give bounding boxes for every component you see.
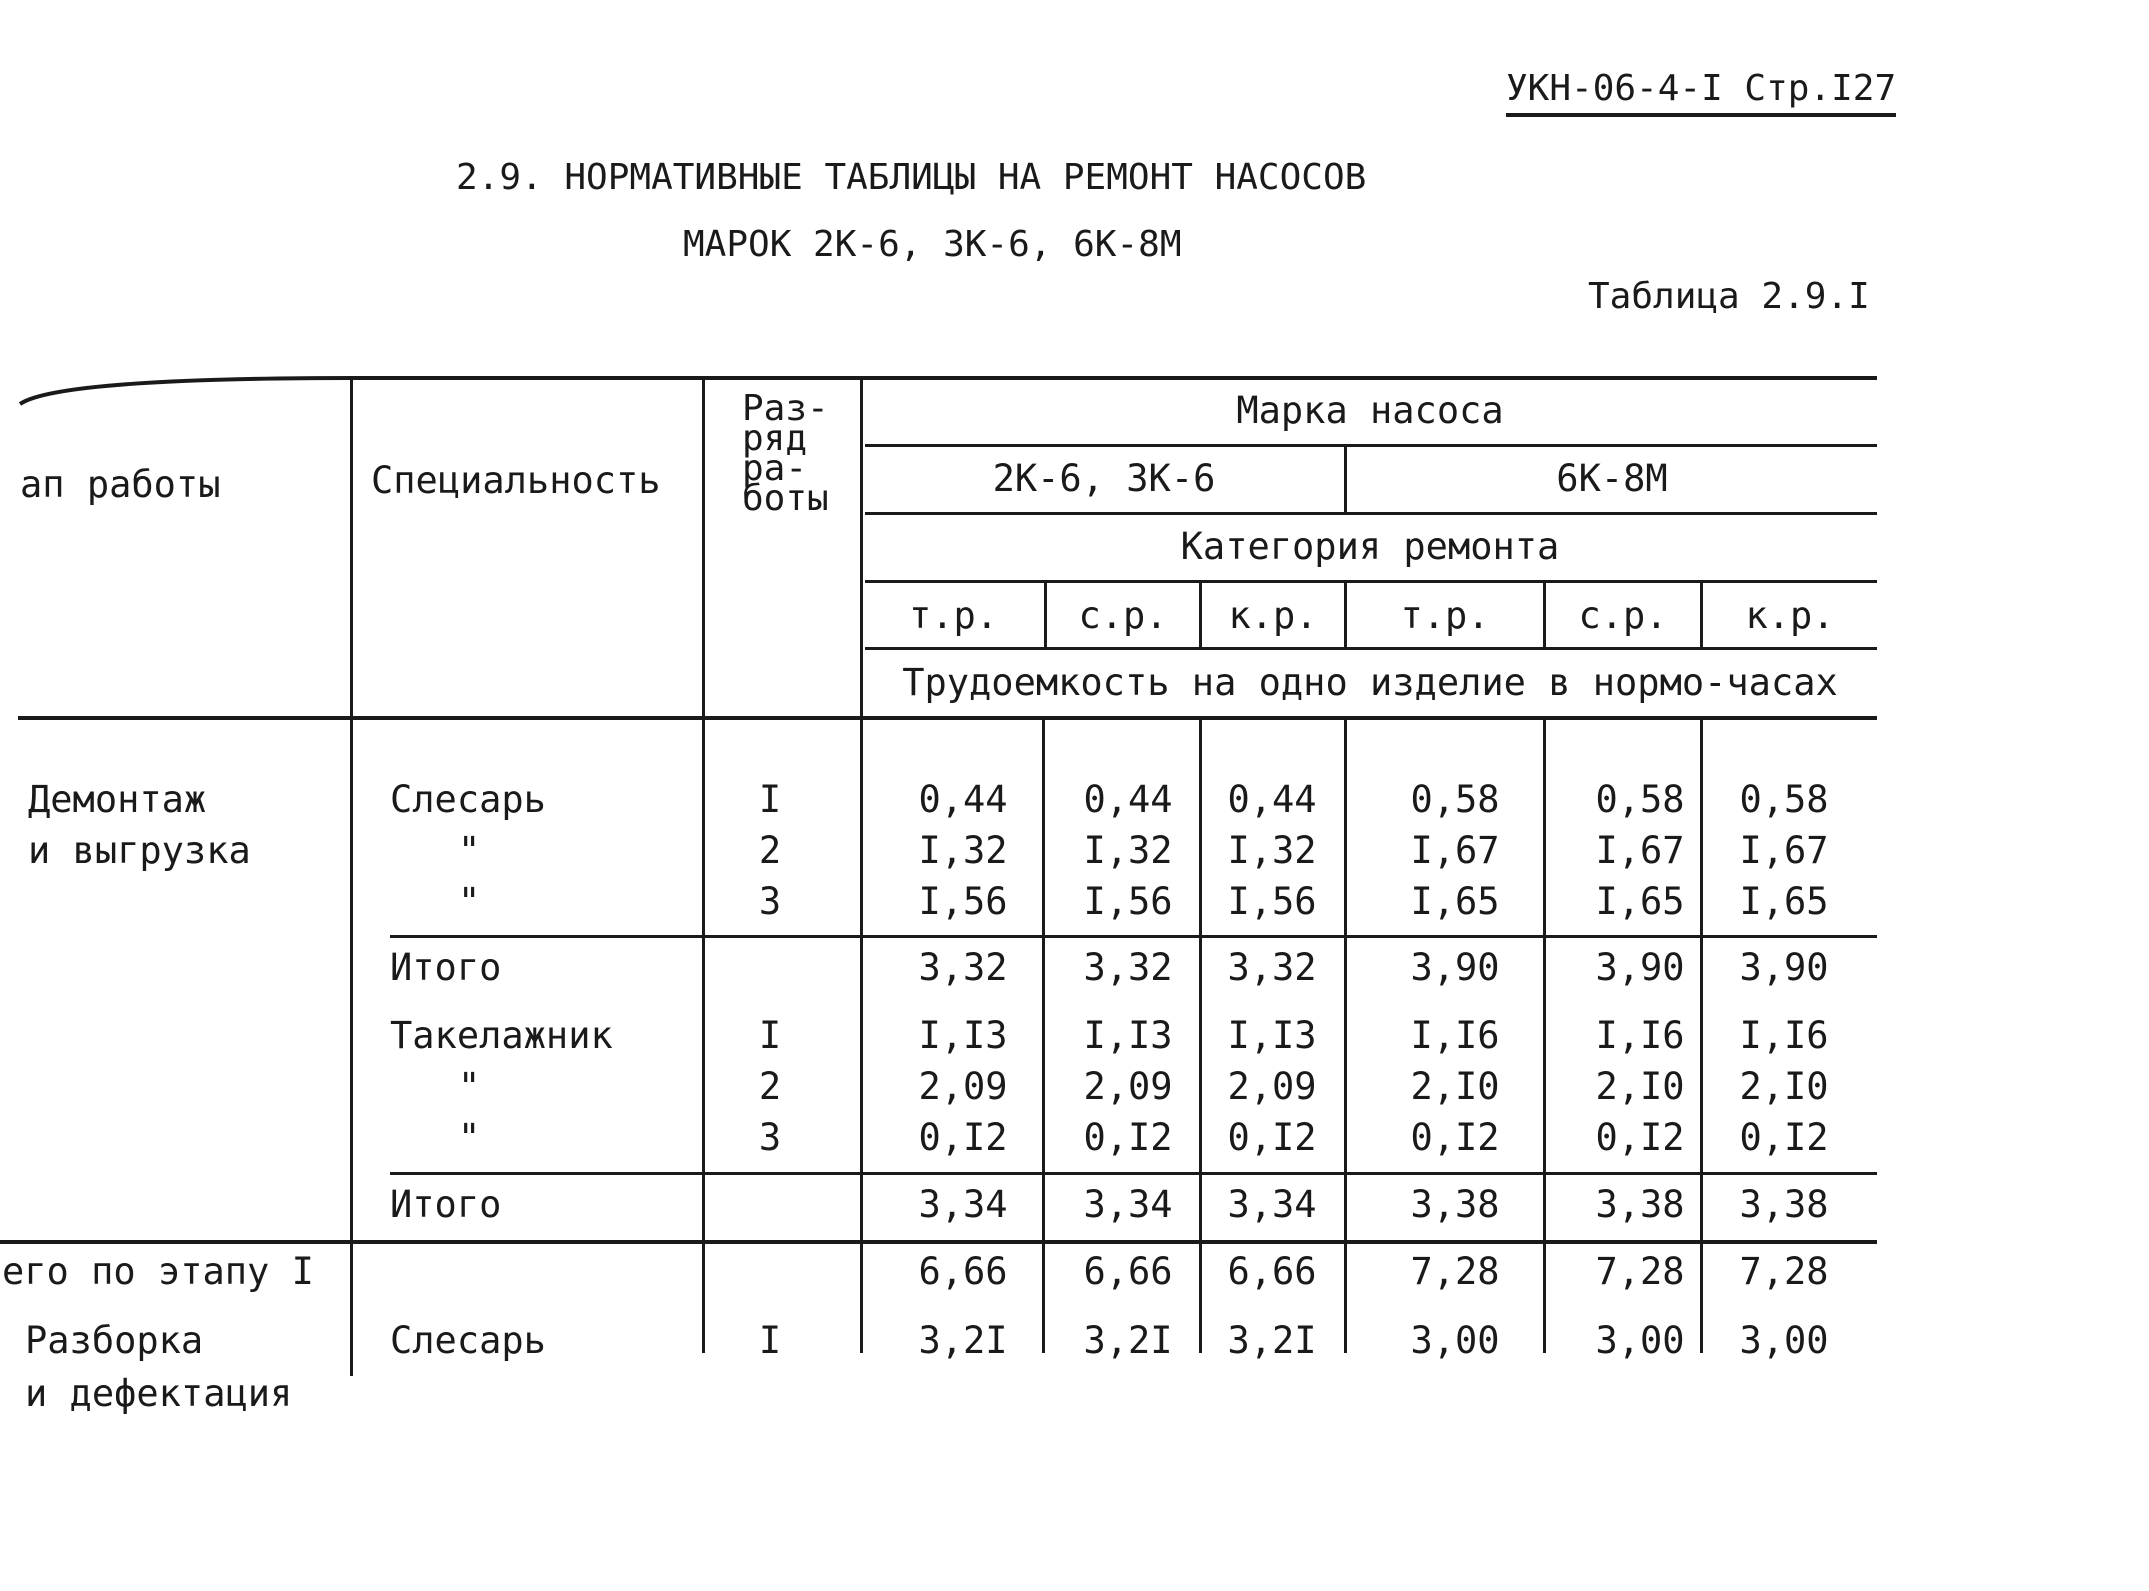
subtotal-rule-1 [390,935,1877,938]
row-grade: I [758,778,782,821]
row-value: 7,28 [1410,1250,1500,1293]
header-category-6: к.р. [1745,594,1835,637]
table-top-left-curve [18,376,358,406]
row-specialty: " [458,829,481,872]
row-grade: 2 [758,1065,782,1108]
header-repair-category: Категория ремонта [1180,525,1560,568]
col-divider-stage [350,378,353,1376]
row-value: I,56 [1083,880,1173,923]
row-value: 3,38 [1410,1183,1500,1226]
row-value: 2,09 [918,1065,1008,1108]
row-value: 0,44 [1083,778,1173,821]
header-brand-group-2: 6К-8М [1556,457,1668,500]
row-value: I,65 [1739,880,1829,923]
row-specialty: Итого [390,1183,502,1226]
header-grade-line: ряд [742,418,808,459]
row-specialty: Слесарь [390,1319,546,1362]
row-value: I,67 [1595,829,1685,872]
rule-below-subcategory [865,647,1877,650]
row-value: 2,09 [1083,1065,1173,1108]
row-value: 0,I2 [1595,1116,1685,1159]
header-labor: Трудоемкость на одно изделие в нормо-часах [902,661,1838,704]
row-value: 0,58 [1595,778,1685,821]
col-divider-specialty [702,378,705,1353]
row-value: I,32 [918,829,1008,872]
rule-below-category [865,580,1877,583]
row-value: 0,I2 [1083,1116,1173,1159]
row-value: I,32 [1227,829,1317,872]
header-specialty: Специальность [371,459,661,502]
row-value: 0,44 [1227,778,1317,821]
row-value: 0,58 [1739,778,1829,821]
row-value: 0,I2 [918,1116,1008,1159]
row-grade: 2 [758,829,782,872]
body-divider-v2 [1199,718,1202,1353]
row-specialty: " [458,1116,481,1159]
row-value: 3,32 [918,946,1008,989]
row-value: 3,00 [1410,1319,1500,1362]
row-value: 3,34 [1083,1183,1173,1226]
row-value: 3,34 [918,1183,1008,1226]
row-specialty: " [458,1065,481,1108]
header-grade-line: боты [742,478,829,519]
row-value: 6,66 [918,1250,1008,1293]
row-value: 2,I0 [1410,1065,1500,1108]
row-specialty: " [458,880,481,923]
row-value: I,I3 [1227,1014,1317,1057]
header-brand-group-1: 2К-6, 3К-6 [992,457,1216,500]
row-value: I,I3 [918,1014,1008,1057]
row-stage: его по этапу I [2,1250,314,1293]
row-grade: I [758,1014,782,1057]
row-value: I,65 [1595,880,1685,923]
body-divider-v4 [1543,718,1546,1353]
row-grade: I [758,1319,782,1362]
row-value: 3,32 [1227,946,1317,989]
header-grade [742,388,829,519]
body-divider-v3 [1344,718,1347,1353]
row-value: 3,32 [1083,946,1173,989]
stage-total-rule [0,1240,1877,1244]
subtotal-rule-2 [390,1172,1877,1175]
header-grade-line: ра- [742,448,808,489]
row-stage: Демонтаж [28,778,207,821]
col-divider-grade [860,378,863,1353]
row-value: 3,38 [1739,1183,1829,1226]
row-value: I,56 [918,880,1008,923]
row-value: 0,58 [1410,778,1500,821]
row-value: 3,90 [1410,946,1500,989]
body-divider-v5 [1700,718,1703,1353]
row-value: 7,28 [1739,1250,1829,1293]
document-subtitle: МАРОК 2К-6, 3К-6, 6К-8М [683,224,1182,265]
row-specialty: Слесарь [390,778,546,821]
page-code: УКН-06-4-I Стр.I27 [1506,68,1896,117]
row-value: 3,2I [1083,1319,1173,1362]
row-value: 0,44 [918,778,1008,821]
row-value: 3,2I [918,1319,1008,1362]
row-value: 7,28 [1595,1250,1685,1293]
row-value: 0,I2 [1739,1116,1829,1159]
row-value: 3,2I [1227,1319,1317,1362]
row-value: I,65 [1410,880,1500,923]
table-top-rule [355,376,1877,380]
row-value: I,67 [1410,829,1500,872]
row-grade: 3 [758,1116,782,1159]
rule-below-groups [865,512,1877,515]
row-stage: Разборка [25,1319,204,1362]
header-category-3: к.р. [1228,594,1318,637]
row-value: I,67 [1739,829,1829,872]
row-value: I,I6 [1595,1014,1685,1057]
body-divider-v1 [1042,718,1045,1353]
row-grade: 3 [758,880,782,923]
row-value: 3,34 [1227,1183,1317,1226]
row-value: I,I6 [1739,1014,1829,1057]
row-value: 3,38 [1595,1183,1685,1226]
rule-below-brand [865,444,1877,447]
row-value: 3,00 [1739,1319,1829,1362]
header-stage: ап работы [20,463,221,506]
row-value: 2,I0 [1595,1065,1685,1108]
row-value: 0,I2 [1227,1116,1317,1159]
header-category-4: т.р. [1400,594,1490,637]
header-category-2: с.р. [1078,594,1168,637]
header-category-5: с.р. [1578,594,1668,637]
row-value: 3,90 [1595,946,1685,989]
header-category-1: т.р. [908,594,999,637]
row-value: I,I3 [1083,1014,1173,1057]
row-specialty: Такелажник [390,1014,613,1057]
row-stage: и выгрузка [28,829,251,872]
row-value: I,56 [1227,880,1317,923]
row-stage: и дефектация [25,1372,293,1415]
row-specialty: Итого [390,946,502,989]
header-grade-line: Раз- [742,388,829,429]
document-title: 2.9. НОРМАТИВНЫЕ ТАБЛИЦЫ НА РЕМОНТ НАСОСОВ [456,157,1367,198]
row-value: 3,00 [1595,1319,1685,1362]
header-pump-brand: Марка насоса [1236,389,1504,432]
row-value: 0,I2 [1410,1116,1500,1159]
row-value: 6,66 [1227,1250,1317,1293]
table-number: Таблица 2.9.I [1588,276,1870,317]
header-bottom-rule [18,716,1877,720]
row-value: I,32 [1083,829,1173,872]
row-value: I,I6 [1410,1014,1500,1057]
row-value: 3,90 [1739,946,1829,989]
row-value: 2,09 [1227,1065,1317,1108]
row-value: 2,I0 [1739,1065,1829,1108]
row-value: 6,66 [1083,1250,1173,1293]
